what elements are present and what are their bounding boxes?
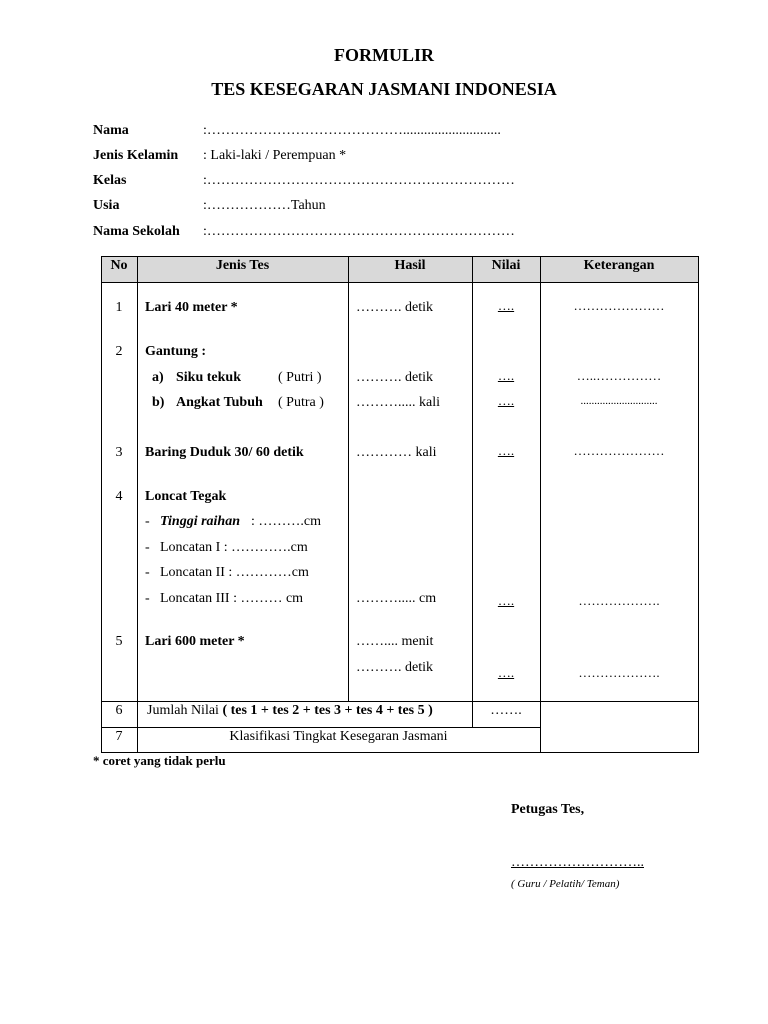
field-label-usia: Usia [93, 198, 120, 213]
row7-no: 7 [115, 729, 123, 744]
row6-label-formula: ( tes 1 + tes 2 + tes 3 + tes 4 + tes 5 ) [222, 703, 433, 718]
row3-nilai[interactable]: …. [497, 443, 515, 458]
field-value-kelas[interactable]: :………………………………………………………… [203, 173, 515, 188]
table-col-divider-1 [137, 256, 138, 753]
header-nilai: Nilai [491, 258, 521, 273]
row4-item-loncatan-2[interactable]: Loncatan II : …………cm [160, 565, 309, 580]
signature-role: ( Guru / Pelatih/ Teman) [511, 878, 620, 890]
row4-item-dash: - [145, 565, 150, 580]
row2a-note: ( Putri ) [278, 370, 322, 385]
table-border-right [698, 256, 699, 753]
row3-no: 3 [115, 445, 123, 460]
field-value-usia[interactable]: :………………Tahun [203, 198, 326, 213]
row5-keterangan[interactable]: ………………. [578, 665, 660, 680]
row4-item-loncatan-1[interactable]: Loncatan I : ………….cm [160, 540, 308, 555]
table-border-top [101, 256, 699, 257]
row6-no: 6 [115, 703, 123, 718]
row4-hasil[interactable]: ………..... cm [356, 591, 437, 606]
row2a-hasil[interactable]: ………. detik [356, 370, 433, 385]
row4-item-dash: - [145, 514, 150, 529]
row4-no: 4 [115, 489, 123, 504]
row2-no: 2 [115, 344, 123, 359]
row3-keterangan[interactable]: ………………… [573, 443, 665, 458]
field-value-nama[interactable]: :……………………………………............................ [203, 123, 501, 138]
field-value-nama-sekolah[interactable]: :………………………………………………………… [203, 224, 515, 239]
row2b-hasil[interactable]: ………..... kali [356, 395, 440, 410]
row2b-marker: b) [152, 395, 165, 410]
row4-nilai[interactable]: …. [497, 593, 515, 608]
row5-hasil-menit[interactable]: …….... menit [356, 634, 434, 649]
row4-item-loncatan-3[interactable]: Loncatan III : ……… cm [160, 591, 304, 606]
row5-hasil-detik[interactable]: ………. detik [356, 660, 433, 675]
table-col-divider-3 [472, 256, 473, 728]
field-label-kelas: Kelas [93, 173, 127, 188]
form-subtitle: TES KESEGARAN JASMANI INDONESIA [211, 79, 557, 99]
header-jenis-tes: Jenis Tes [215, 258, 270, 273]
row2b-nilai[interactable]: …. [497, 393, 515, 408]
row4-keterangan[interactable]: ………………. [578, 593, 660, 608]
row1-nilai[interactable]: …. [497, 298, 515, 313]
row1-keterangan[interactable]: ………………… [573, 298, 665, 313]
row1-no: 1 [115, 300, 123, 315]
row5-nilai[interactable]: …. [497, 665, 515, 680]
row4-item-tinggi-raihan-value[interactable]: : ……….cm [251, 514, 321, 529]
signature-line[interactable]: ……………………….. [511, 855, 644, 870]
signature-label: Petugas Tes, [511, 802, 585, 817]
row2-test: Gantung : [145, 344, 207, 359]
row2a-nilai[interactable]: …. [497, 368, 515, 383]
table-header-divider [101, 282, 699, 283]
row1-hasil[interactable]: ………. detik [356, 300, 433, 315]
table-row6-divider [101, 727, 541, 728]
row2b-note: ( Putra ) [278, 395, 324, 410]
field-label-jenis-kelamin: Jenis Kelamin [93, 148, 179, 163]
header-no: No [110, 258, 128, 273]
field-label-nama-sekolah: Nama Sekolah [93, 224, 180, 239]
row1-test: Lari 40 meter * [145, 300, 238, 315]
row2a-marker: a) [152, 370, 164, 385]
form-title: FORMULIR [334, 45, 434, 65]
table-col-divider-2 [348, 256, 349, 702]
row6-label-pre: Jumlah Nilai [147, 703, 223, 718]
footnote: * coret yang tidak perlu [93, 753, 226, 768]
row2b-keterangan[interactable]: ............................ [580, 395, 658, 407]
row3-test: Baring Duduk 30/ 60 detik [145, 445, 304, 460]
row6-label [147, 703, 433, 719]
row2b-label: Angkat Tubuh [176, 395, 263, 410]
row5-test: Lari 600 meter * [145, 634, 245, 649]
field-value-jenis-kelamin[interactable]: : Laki-laki / Perempuan * [203, 148, 347, 163]
table-body-divider [101, 701, 699, 702]
row2a-label: Siku tekuk [176, 370, 241, 385]
row4-item-tinggi-raihan-label: Tinggi raihan [160, 514, 241, 529]
row3-hasil[interactable]: ………… kali [356, 445, 437, 460]
row5-no: 5 [115, 634, 123, 649]
row4-item-dash: - [145, 540, 150, 555]
row7-label: Klasifikasi Tingkat Kesegaran Jasmani [229, 729, 448, 744]
row4-item-dash: - [145, 591, 150, 606]
row2a-keterangan[interactable]: …..…………… [576, 368, 662, 383]
row4-test: Loncat Tegak [145, 489, 227, 504]
header-keterangan: Keterangan [583, 258, 655, 273]
header-hasil: Hasil [394, 258, 426, 273]
row6-nilai[interactable]: ……. [490, 703, 522, 718]
field-label-nama: Nama [93, 123, 129, 138]
